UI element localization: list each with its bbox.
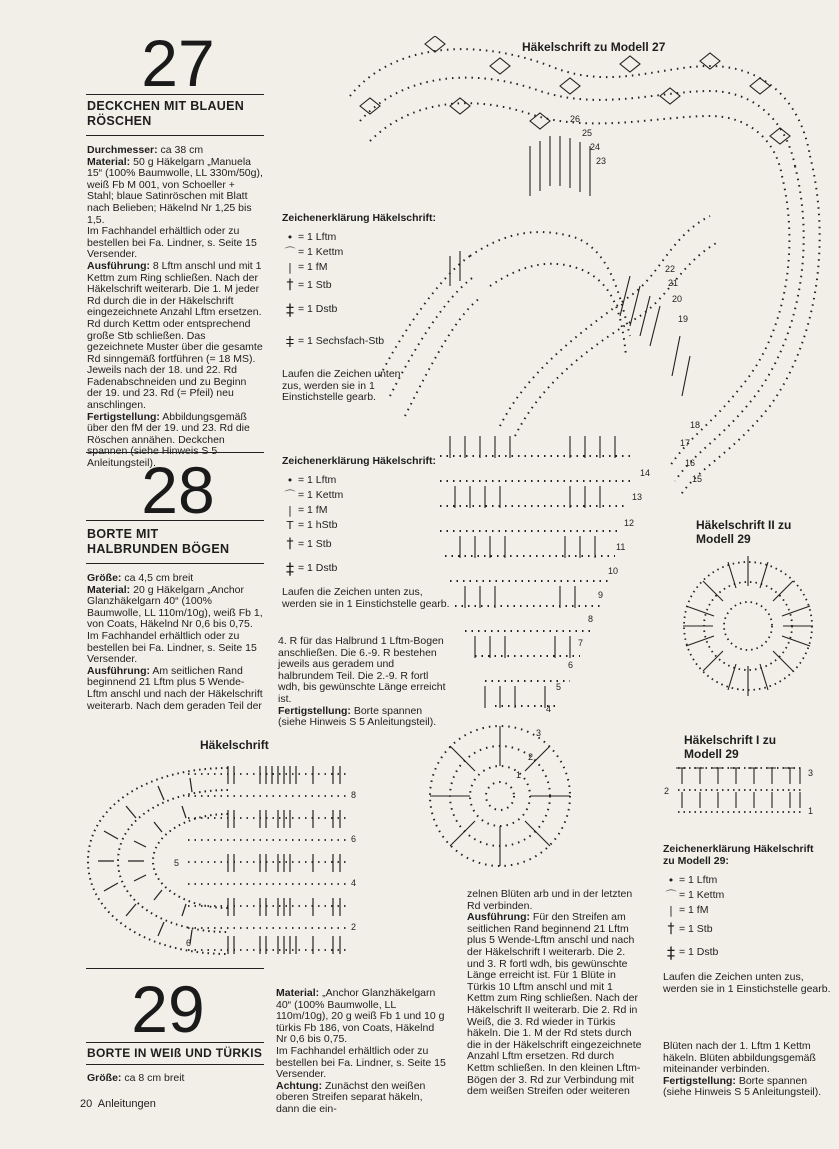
text: 4. R für das Halbrund 1 Lftm-Bogen anschließen. Die 6.-9. R bestehen jeweils aus geradem und halbrundem Teil. Die 2.-9. R fortl wdh, bis gewünschte Länge erreicht ist.: [278, 635, 446, 705]
label: Fertigstellung:: [278, 704, 351, 717]
text: ca 38 cm: [157, 144, 204, 156]
row-number: 4: [351, 878, 357, 888]
paragraph: [467, 889, 643, 912]
legend-title: Zeichenerklärung Häkelschrift:: [282, 212, 437, 224]
legend-text: = 1 Stb: [679, 922, 713, 935]
divider: [86, 968, 264, 969]
single-crochet-icon: |: [288, 261, 292, 274]
round-number: 22: [665, 264, 676, 274]
legend-text: = 1 fM: [679, 904, 709, 916]
legend-text: = 1 Dstb: [298, 302, 338, 315]
round-number: 25: [582, 128, 593, 138]
treble-crochet-icon: ‡: [667, 942, 675, 962]
legend-text: = 1 Kettm: [679, 889, 725, 901]
text: 50 g Häkelgarn „Manuela 15“ (100% Baumwolle, LL 330m/50g), weiß Fb M 001, von Schoeller + Stahl; blaue Satinröschen mit Blatt nach Belieben; Häkelnd Nr 1,25 bis 1,5.: [87, 155, 263, 226]
paragraph: [276, 1081, 448, 1116]
paragraph: [467, 912, 643, 1098]
single-crochet-icon: |: [669, 904, 673, 917]
round-number: 10: [608, 566, 619, 576]
label: Ausführung:: [87, 259, 150, 272]
paragraph: [276, 1046, 448, 1081]
treble-crochet-icon: ‡: [286, 558, 294, 578]
row-number: 2: [664, 786, 670, 796]
text: Borte spannen (siehe Hinweis S 5 Anleitungsteil).: [663, 1074, 822, 1099]
label: Material:: [87, 583, 131, 596]
instructions-28: [87, 573, 264, 712]
round-number: 26: [570, 114, 581, 124]
instructions-29-col1: [276, 988, 448, 1116]
divider: [86, 1064, 264, 1065]
page-number: 20: [80, 1098, 93, 1110]
text: Für den Streifen am seitlichen Rand beginnend 21 Lftm plus 5 Wende-Lftm anschl und nach der Häkelschrift I weiterarb. Die 2. und 3. R fortl wdh, bis gewünschte Länge erreicht ist. Für 1 Blüte in Türkis 10 Lftm anschl und mit 1 Kettm zum Ring schließen. Nach der Häkelschrift II weiterarb. Die 2. Rd in Weiß, die 3. Rd wieder in Türkis häkeln. Die 1. M der Rd stets durch die in der Häkelschrift eingezeichnete Anzahl Lftm ersetzen. Rd durch Kettm schließen. In den kleinen Lftm-Bögen der 3. Rd zur Verbindung mit dem weißen Streifen oder weiteren: [467, 911, 642, 1098]
crochet-diagram-28: [78, 756, 368, 966]
double-crochet-icon: †: [667, 920, 675, 937]
double-crochet-icon: †: [286, 276, 294, 293]
round-number: 4: [546, 704, 552, 714]
round-number: 18: [690, 420, 701, 430]
label: Material:: [87, 155, 131, 168]
chain-stitch-icon: •: [667, 874, 675, 887]
legend-note: Laufen die Zeichen unten zus, werden sie in 1 Einstichstelle gearb.: [282, 586, 450, 610]
legend-text: = 1 Kettm: [298, 489, 344, 501]
divider: [86, 135, 264, 136]
diagram-title-27: Häkelschrift zu Modell 27: [522, 40, 666, 54]
legend-29: [663, 843, 837, 995]
crochet-diagram-II-29: [678, 548, 818, 703]
section-number-27: 27: [141, 26, 215, 100]
section-title-29: BORTE IN WEIß UND TÜRKIS: [87, 1046, 263, 1060]
text: ca 8 cm breit: [121, 1072, 185, 1084]
round-number: 9: [598, 590, 604, 600]
treble-crochet-icon: ‡: [286, 299, 294, 319]
legend-item: [663, 918, 837, 940]
legend-item: [663, 888, 837, 903]
round-number: 21: [668, 278, 679, 288]
round-number: 12: [624, 518, 635, 528]
title-line: HALBRUNDEN BÖGEN: [87, 542, 230, 556]
label: Material:: [276, 987, 320, 999]
text: Abbildungsgemäß über den fM der 19. und 23. Rd die Röschen annähen. Deckchen spannen (siehe Hinweis S 5 Anleitungsteil).: [87, 410, 250, 470]
diagram-caption-II-29: Häkelschrift II zu Modell 29: [696, 518, 792, 546]
text: Blüten nach der 1. Lftm 1 Kettm häkeln. Blüten abbildungsgemäß miteinander verbinden.: [663, 1040, 816, 1076]
legend-text: = 1 Dstb: [679, 945, 719, 958]
row-number: 6: [186, 938, 192, 948]
text: 8 Lftm anschl und mit 1 Kettm zum Ring schließen. Nach der Häkelschrift weiterarb. Die 1. M jeder Rd durch die in der Häkelschrift eingezeichnete Anzahl Lftm ersetzen. Rd durch Kettm oder entsprechend große Stb schließen. Das gezeichnete Muster über die gesamte Rd sinngemäß fortführen (= 18 MS). Jeweils nach der 18. und 22. Rd Fadenabschneiden und zu Beginn der 19. und 23. Rd (= Pfeil) neu anschlingen.: [87, 259, 263, 412]
text: „Anchor Glanzhäkelgarn 40“ (100% Baumwolle, LL 110m/10g), 20 g weiß Fb 1 und 10 g türkis Fb 186, von Coats, Häkelnd Nr 0,6 bis 0,75.: [276, 987, 445, 1046]
label: Achtung:: [276, 1079, 323, 1092]
round-number: 24: [590, 142, 601, 152]
double-crochet-icon: †: [286, 535, 294, 552]
round-number: 5: [556, 682, 562, 692]
instructions-29-col2: [467, 889, 643, 1098]
section-number-28: 28: [141, 453, 215, 527]
text: Im Fachhandel erhältlich oder zu bestellen bei Fa. Lindner, s. Seite 15 Versender.: [87, 225, 257, 261]
diagram-title-28: Häkelschrift: [200, 738, 269, 752]
row-number: 3: [808, 768, 814, 778]
round-number: 15: [692, 474, 703, 484]
title-line: BORTE MIT: [87, 527, 159, 541]
legend-text: = 1 Stb: [298, 537, 332, 550]
round-number: 16: [685, 458, 696, 468]
legend-item: [663, 903, 837, 918]
diagram-caption-I-29: Häkelschrift I zu Modell 29: [684, 733, 777, 761]
legend-text: = 1 hStb: [298, 519, 338, 531]
text: Im Fachhandel erhältlich oder zu bestellen bei Fa. Lindner, s. Seite 15 Versender.: [276, 1044, 446, 1081]
label: Durchmesser:: [87, 144, 158, 156]
legend-text: = 1 fM: [298, 504, 328, 516]
label: Fertigstellung:: [663, 1074, 736, 1087]
section-title-27: [87, 99, 267, 129]
round-number: 19: [678, 314, 689, 324]
label: Ausführung:: [467, 911, 530, 924]
paragraph: [87, 666, 264, 712]
slip-stitch-icon: ⌒: [284, 246, 296, 259]
legend-title: Zeichenerklärung Häkelschrift:: [282, 455, 437, 467]
round-number: 23: [596, 156, 607, 166]
instructions-27: [87, 145, 264, 470]
legend-note: Laufen die Zeichen unten zus, werden sie in 1 Einstichstelle gearb.: [663, 971, 831, 995]
legend-text: = 1 fM: [298, 261, 328, 273]
legend-text: = 1 Lftm: [298, 231, 337, 243]
round-number: 2: [528, 752, 534, 762]
title-line: DECKCHEN MIT BLAUEN: [87, 99, 245, 113]
round-number: 14: [640, 468, 651, 478]
label: Fertigstellung:: [87, 410, 160, 423]
legend-item: [663, 940, 837, 964]
paragraph: [87, 585, 264, 631]
label: Größe:: [87, 572, 122, 584]
text: Am seitlichen Rand beginnend 21 Lftm plus 5 Wende-Lftm anschl und nach der Häkelschrift weiterarb. Nach dem geraden Teil der: [87, 664, 263, 712]
footer-section: Anleitungen: [97, 1098, 156, 1110]
round-number: 17: [680, 438, 691, 448]
round-number: 3: [536, 728, 542, 738]
text: Borte spannen (siehe Hinweis S 5 Anleitungsteil).: [278, 704, 437, 729]
row-number: 2: [351, 922, 357, 932]
size-29: [87, 1073, 264, 1085]
paragraph: [87, 226, 264, 261]
crochet-diagram-I-29: [660, 762, 820, 820]
single-crochet-icon: |: [288, 504, 292, 517]
label: Ausführung:: [87, 664, 150, 677]
legend-text: = 1 Lftm: [298, 474, 337, 486]
text: Im Fachhandel erhältlich oder zu bestellen bei Fa. Lindner, s. Seite 15 Versender.: [87, 629, 257, 666]
legend-text: = 1 Sechsfach-Stb: [298, 334, 385, 347]
divider: [86, 1042, 264, 1043]
round-number: 7: [578, 638, 584, 648]
paragraph: [663, 1041, 837, 1076]
legend-item: [663, 873, 837, 888]
text: Zunächst den weißen oberen Streifen separat häkeln, dann die ein-: [276, 1079, 426, 1115]
chain-stitch-icon: •: [286, 231, 294, 244]
label: Größe:: [87, 1072, 122, 1084]
round-number: 1: [516, 770, 522, 780]
legend-title: Zeichenerklärung Häkelschrift: [663, 843, 814, 855]
divider: [86, 520, 264, 521]
round-number: 13: [632, 492, 643, 502]
divider: [86, 563, 264, 564]
legend-text: = 1 Kettm: [298, 246, 344, 258]
sextuple-crochet-icon: ⧧: [285, 330, 295, 352]
slip-stitch-icon: ⌒: [284, 489, 296, 502]
page-footer: [80, 1099, 156, 1111]
round-number: 8: [588, 614, 594, 624]
title-line: RÖSCHEN: [87, 114, 152, 128]
text: ca 4,5 cm breit: [121, 572, 194, 584]
divider: [86, 94, 264, 95]
round-number: 11: [616, 542, 626, 552]
legend-text: = 1 Lftm: [679, 874, 718, 886]
row-number: 5: [174, 858, 180, 868]
paragraph: [276, 988, 448, 1046]
round-number: 6: [568, 660, 574, 670]
slip-stitch-icon: ⌒: [665, 889, 677, 902]
instructions-29-col3: [663, 1041, 837, 1099]
row-number: 1: [808, 806, 814, 816]
row-number: 8: [351, 790, 357, 800]
paragraph: [87, 631, 264, 666]
legend-title: zu Modell 29:: [663, 855, 729, 867]
chain-stitch-icon: •: [286, 474, 294, 487]
paragraph: [87, 157, 264, 227]
text: zelnen Blüten arb und in der letzten Rd verbinden.: [467, 888, 633, 912]
legend-text: = 1 Dstb: [298, 561, 338, 574]
section-title-28: [87, 527, 267, 557]
round-number: 20: [672, 294, 683, 304]
row-number: 6: [351, 834, 357, 844]
legend-note: Laufen die Zeichen unten zus, werden sie in 1 Einstichstelle gearb.: [282, 368, 401, 404]
paragraph: [663, 1076, 837, 1099]
paragraph: [87, 261, 264, 412]
section-number-29: 29: [131, 972, 205, 1046]
legend-text: = 1 Stb: [298, 278, 332, 291]
text: 20 g Häkelgarn „Anchor Glanzhäkelgarn 40“ (100% Baumwolle, LL 110m/10g), weiß Fb 1, von Coats, Häkelnd Nr 0,6 bis 0,75.: [87, 583, 263, 631]
half-double-crochet-icon: T: [286, 519, 294, 532]
